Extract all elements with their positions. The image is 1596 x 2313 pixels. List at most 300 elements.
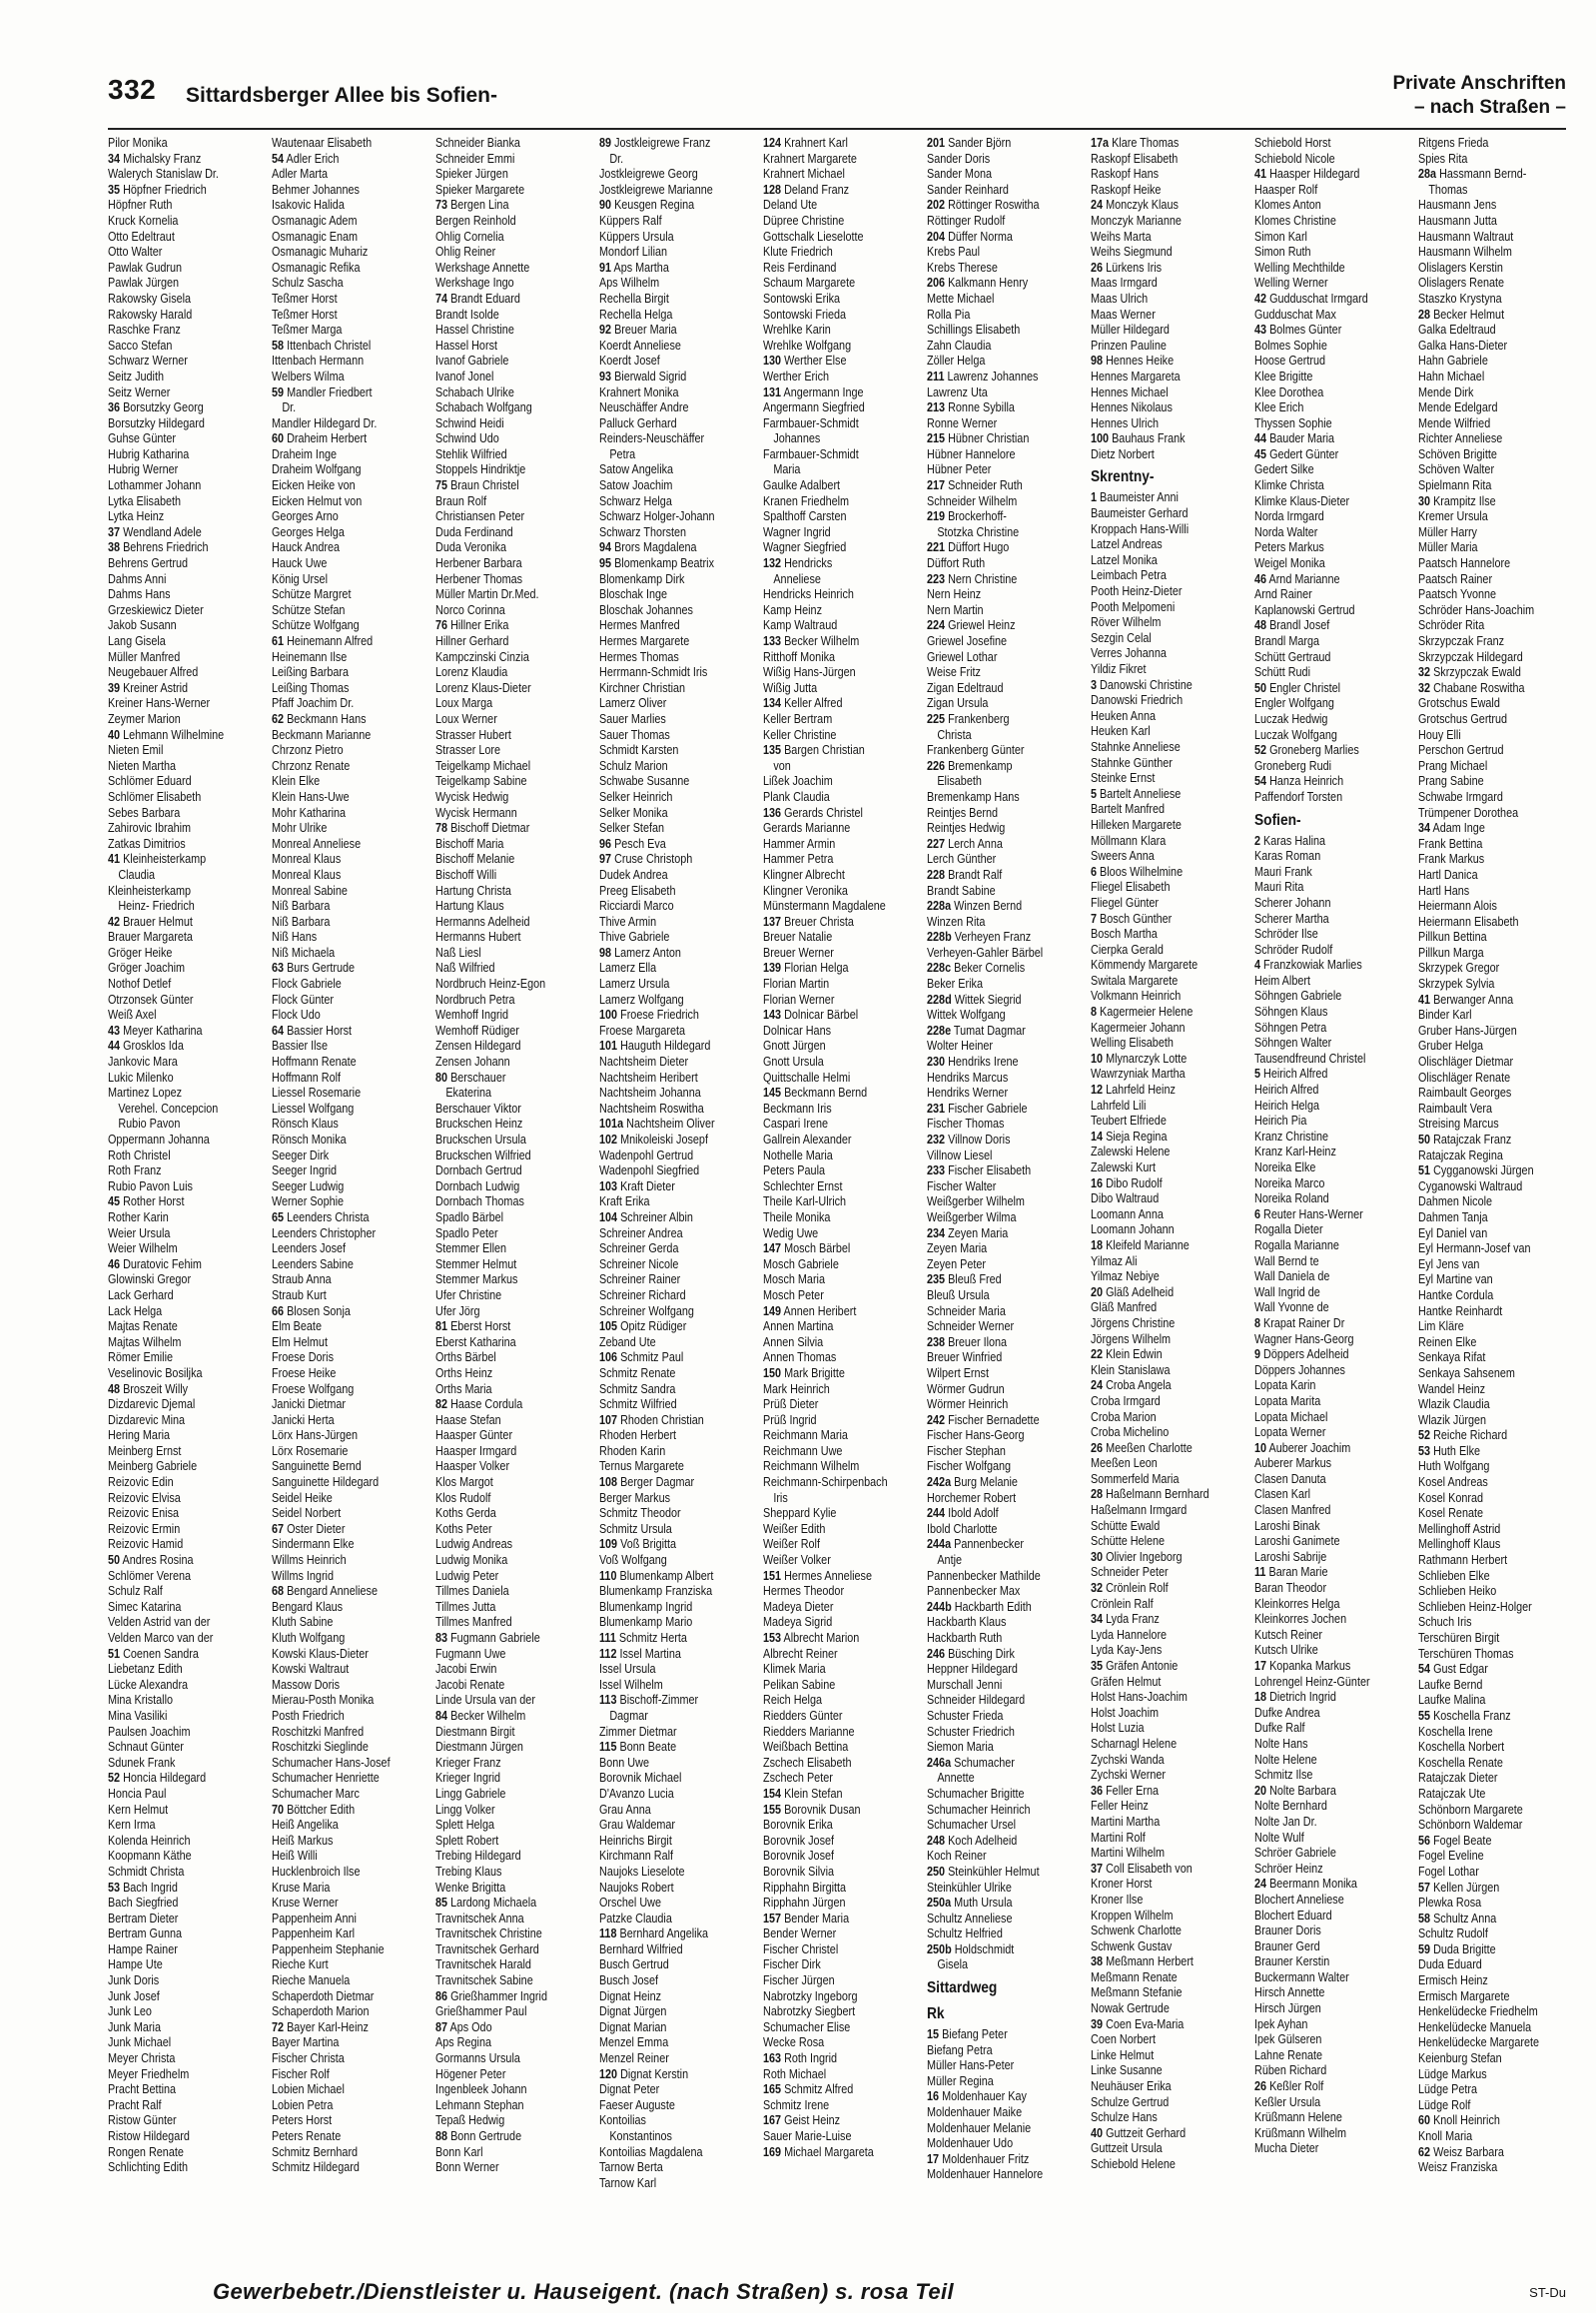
directory-entry: Rakowsky Gisela [108,291,192,306]
directory-entry: Dahmen Tanja [1418,1209,1488,1224]
directory-entry: 18 Kleifeld Marianne [1091,1237,1190,1252]
directory-entry: Lörx Hans-Jürgen [272,1428,359,1443]
directory-entry: Theile Karl-Ulrich [763,1194,847,1209]
directory-entry: Lingg Gabriele [435,1786,506,1801]
directory-entry: Kruse Maria [272,1880,331,1895]
directory-entry: Heiß Angelika [272,1818,339,1833]
directory-entry: Hahn Michael [1418,369,1485,384]
directory-entry: Nern Martin [927,602,984,617]
footer-note: Gewerbebetr./Dienstleister u. Hauseigent. (nach Straßen) s. rosa Teil [213,2279,954,2304]
directory-entry: Schmidt Karsten [599,743,679,758]
directory-entry: Annette [937,1771,975,1786]
directory-entry: 41 Kleinheisterkamp [108,852,207,867]
directory-entry: Paulsen Joachim [108,1724,191,1739]
directory-entry: Reintjes Hedwig [927,821,1006,836]
directory-entry: 38 Behrens Friedrich [108,540,209,555]
directory-entry: Rolla Pia [927,307,971,322]
directory-entry: Lopata Marita [1254,1393,1321,1408]
directory-entry: Gröger Joachim [108,961,186,976]
directory-entry: Kirchmann Ralf [599,1849,674,1864]
directory-entry: Breuer Werner [763,945,834,960]
directory-entry: Osmanagic Muhariz [272,245,369,260]
directory-entry: Schumacher Elise [763,2019,851,2034]
directory-entry: Nordbruch Heinz-Egon [435,977,546,992]
directory-entry: Sweers Anna [1091,849,1155,864]
directory-entry: Prinzen Pauline [1091,338,1167,353]
directory-entry: Faeser Auguste [599,2097,675,2112]
directory-entry: Pooth Heinz-Dieter [1091,584,1183,599]
directory-entry: Heinz- Friedrich [118,899,195,914]
directory-entry: 165 Schmitz Alfred [763,2082,854,2097]
directory-entry: Paatsch Hannelore [1418,556,1511,571]
directory-entry: Meßmann Renate [1091,1969,1178,1984]
directory-entry: 16 Dibo Rudolf [1091,1175,1163,1190]
directory-entry: Seitz Werner [108,385,171,399]
directory-entry: Ronne Werner [927,415,998,430]
directory-entry: Wrehlke Wolfgang [763,338,852,353]
directory-entry: Schütze Margret [272,587,352,602]
directory-entry: Hartl Danica [1418,867,1478,882]
directory-entry: Gnott Jürgen [763,1039,826,1054]
directory-entry: Wlazik Jürgen [1418,1412,1487,1427]
directory-entry: Kowski Klaus-Dieter [272,1646,369,1661]
directory-entry: Grießhammer Paul [435,2004,527,2019]
directory-entry: Loomann Johann [1091,1222,1175,1237]
directory-entry: Liessel Rosemarie [272,1086,362,1101]
directory-entry: Sauer Marie-Luise [763,2129,852,2143]
directory-entry: Aps Regina [435,2035,491,2050]
directory-entry: Gruber Hans-Jürgen [1418,1023,1517,1038]
directory-entry: Schlieben Elke [1418,1568,1490,1583]
directory-entry: Leimbach Petra [1091,568,1167,583]
directory-entry: Rathmann Herbert [1418,1553,1508,1568]
directory-entry: Schmidt Christa [108,1864,185,1879]
directory-entry: 43 Meyer Katharina [108,1023,203,1038]
directory-entry: Majtas Wilhelm [108,1334,182,1349]
directory-entry: Strasser Hubert [435,727,511,742]
directory-entry: Prang Michael [1418,758,1488,773]
directory-entry: 50 Ratajczak Franz [1418,1133,1512,1147]
directory-entry: Thive Armin [599,914,657,929]
directory-entry: 76 Hillner Erika [435,618,509,633]
directory-entry: Schütt Rudi [1254,665,1310,680]
directory-entry: Grau Anna [599,1802,651,1817]
directory-entry: Galka Hans-Dieter [1418,338,1508,353]
directory-entry: Schulze Hans [1091,2110,1158,2125]
directory-entry: Naujoks Robert [599,1880,674,1895]
directory-entry: Bruckschen Heinz [435,1117,523,1132]
directory-entry: Schütze Stefan [272,602,346,617]
directory-entry: 17 Kopanka Markus [1254,1659,1351,1673]
directory-entry: 151 Hermes Anneliese [763,1568,872,1583]
directory-entry: Haßelmann Irmgard [1091,1503,1188,1518]
directory-entry: Linde Ursula van der [435,1693,535,1708]
directory-entry: Terschüren Birgit [1418,1631,1500,1645]
directory-entry: Lamerz Ursula [599,977,670,992]
directory-entry: Orths Heinz [435,1365,493,1380]
directory-entry: 83 Fugmann Gabriele [435,1631,540,1645]
directory-entry: Hennes Michael [1091,385,1169,399]
directory-entry: Pracht Ralf [108,2097,162,2112]
directory-entry: Hoffmann Renate [272,1055,357,1070]
directory-entry: Janicki Dietmar [272,1397,347,1412]
directory-entry: Loux Werner [435,711,497,726]
directory-entry: 12 Lahrfeld Heinz [1091,1083,1176,1098]
directory-entry: Frankenberg Günter [927,743,1025,758]
directory-entry: Elm Helmut [272,1334,328,1349]
directory-entry: Kluth Sabine [272,1615,334,1630]
directory-entry: Teubert Elfriede [1091,1114,1167,1129]
directory-entry: Kremer Ursula [1418,509,1488,524]
directory-entry: 244 Ibold Adolf [927,1506,999,1521]
directory-entry: Niß Hans [272,930,318,945]
directory-entry: Breuer Winfried [927,1350,1003,1365]
directory-entry: Gläß Manfred [1091,1300,1158,1315]
directory-entry: Hermanns Adelheid [435,914,530,929]
directory-entry: 78 Bischoff Dietmar [435,821,530,836]
directory-entry: Peters Paula [763,1163,826,1178]
directory-entry: 6 Bloos Wilhelmine [1091,864,1184,879]
directory-entry: Lyda Kay-Jens [1091,1643,1163,1658]
directory-entry: Sander Mona [927,167,993,182]
directory-entry: Linke Helmut [1091,2047,1155,2062]
directory-entry: Gruber Helga [1418,1039,1484,1054]
directory-entry: 248 Koch Adelheid [927,1833,1018,1848]
directory-entry: Müller Hildegard [1091,323,1170,338]
directory-entry: Werkshage Annette [435,260,530,275]
directory-entry: Liebetanz Edith [108,1662,183,1677]
directory-entry: Sebes Barbara [108,805,181,820]
directory-entry: Siemon Maria [927,1740,994,1755]
directory-entry: Brandt Sabine [927,883,996,898]
directory-entry: Luczak Wolfgang [1254,727,1337,742]
directory-entry: Kruck Kornelia [108,213,179,228]
directory-entry: Latzel Monika [1091,552,1158,567]
directory-entry: Rogalla Dieter [1254,1222,1323,1237]
directory-entry: Koschella Norbert [1418,1740,1505,1755]
directory-entry: Rubio Pavon Luis [108,1178,193,1193]
directory-entry: Schwarz Thorsten [599,524,687,539]
directory-entry: Müller Regina [927,2073,994,2088]
directory-entry: Ternus Margarete [599,1459,684,1474]
directory-entry: Osmanagic Enam [272,229,359,244]
directory-entry: Schultz Helfried [927,1927,1003,1941]
directory-entry: 89 Jostkleigrewe Franz [599,136,711,150]
directory-entry: Velden Astrid van der [108,1615,211,1630]
page-header [108,72,1566,128]
directory-entry: 101 Hauguth Hildegard [599,1039,711,1054]
directory-entry: Angermann Siegfried [763,400,865,415]
directory-entry: 163 Roth Ingrid [763,2051,838,2066]
directory-entry: 75 Braun Christel [435,478,519,493]
directory-entry: Schulz Ralf [108,1584,163,1599]
directory-entry: Hennes Nikolaus [1091,400,1173,415]
directory-entry: Farmbauer-Schmidt [763,415,859,430]
directory-entry: 32 Skrzypczak Ewald [1418,665,1521,680]
directory-entry: Adler Marta [272,167,328,182]
directory-entry: Laufke Malina [1418,1693,1486,1708]
directory-entry: 45 Rother Horst [108,1194,185,1209]
directory-entry: 250a Muth Ursula [927,1896,1013,1911]
directory-entry: Klomes Christine [1254,213,1336,228]
directory-entry: Sindermann Elke [272,1537,355,1552]
directory-entry: Schuch Iris [1418,1615,1472,1630]
directory-entry: Schlömer Eduard [108,774,192,789]
directory-entry: Hammer Armin [763,836,836,851]
directory-entry: Skrzypczak Hildegard [1418,649,1523,664]
directory-entry: Mondorf Lilian [599,245,668,260]
directory-entry: Veselinovic Bosiljka [108,1365,203,1380]
directory-entry: 8 Krapat Rainer Dr [1254,1315,1345,1330]
directory-entry: 36 Feller Erna [1091,1783,1160,1798]
directory-entry: Schneider Wilhelm [927,493,1018,508]
directory-entry: Lücke Alexandra [108,1677,189,1692]
directory-entry: Trebing Hildegard [435,1849,521,1864]
directory-entry: Lobien Michael [272,2082,345,2097]
directory-entry: Rechella Helga [599,307,673,322]
directory-entry: 149 Annen Heribert [763,1303,857,1318]
directory-entry: Schwabe Irmgard [1418,789,1503,804]
directory-entry: Busch Josef [599,1973,659,1988]
directory-entry: Florian Werner [763,992,835,1007]
directory-entry: Sontowski Erika [763,291,841,306]
directory-entry: Wycisk Hedwig [435,789,509,804]
directory-entry: Patzke Claudia [599,1911,672,1926]
directory-entry: Krahnert Michael [763,167,845,182]
directory-entry: 50 Andres Rosina [108,1553,194,1568]
directory-entry: 224 Griewel Heinz [927,618,1016,633]
directory-entry: Seidel Heike [272,1490,333,1505]
directory-entry: Schiebold Horst [1254,136,1331,150]
directory-entry: Dignat Marian [599,2019,667,2034]
directory-entry: Henkelüdecke Margarete [1418,2035,1540,2050]
directory-entry: Keßler Ursula [1254,2094,1321,2109]
street-heading: Rk [927,2005,945,2023]
directory-entry: Schlieben Heiko [1418,1584,1497,1599]
directory-entry: Schönborn Waldemar [1418,1818,1523,1833]
directory-entry: Maas Irmgard [1091,276,1158,291]
directory-entry: Wittek Wolfgang [927,1008,1006,1023]
directory-entry: Loomann Anna [1091,1206,1164,1221]
directory-entry: Cyganowski Waltraud [1418,1178,1523,1193]
directory-entry: 87 Aps Odo [435,2019,492,2034]
directory-entry: Ufer Jörg [435,1303,480,1318]
directory-entry: Verheyen-Gahler Bärbel [927,945,1044,960]
directory-entry: Lang Gisela [108,634,166,648]
directory-entry: 9 Döppers Adelheid [1254,1347,1349,1362]
directory-entry: Ricciardi Marco [599,899,674,914]
directory-entry: 3 Danowski Christine [1091,677,1193,692]
directory-entry: Laroshi Sabrije [1254,1549,1327,1564]
directory-entry: Koschella Renate [1418,1755,1503,1770]
address-column [435,136,573,2268]
directory-entry: Maria [773,462,801,477]
directory-entry: Florian Martin [763,977,830,992]
directory-entry: Weiß Axel [108,1008,157,1023]
directory-entry: Moldenhauer Hannelore [927,2167,1044,2182]
directory-entry: Nabrotzky Siegbert [763,2004,856,2019]
directory-entry: Lamerz Ella [599,961,657,976]
directory-entry: Raschke Franz [108,323,181,338]
directory-entry: Verres Johanna [1091,646,1167,661]
directory-entry: Martinez Lopez [108,1086,183,1101]
directory-entry: 105 Opitz Rüdiger [599,1319,687,1334]
directory-entry: Haasper Volker [435,1459,510,1474]
directory-entry: Borsutzky Hildegard [108,415,205,430]
directory-entry: Chrzonz Renate [272,758,351,773]
directory-entry: Weißer Edith [763,1521,826,1536]
directory-entry: Rakowsky Harald [108,307,193,322]
directory-entry: 43 Bolmes Günter [1254,323,1342,338]
directory-entry: Kosel Renate [1418,1506,1484,1521]
directory-entry: Skrzypek Sylvia [1418,977,1495,992]
directory-entry: Ratajczak Regina [1418,1148,1503,1162]
directory-entry: 94 Brors Magdalena [599,540,697,555]
directory-entry: Klos Rudolf [435,1490,491,1505]
directory-entry: Stoppels Hindriktje [435,462,526,477]
directory-entry: Nachtsheim Johanna [599,1086,701,1101]
directory-entry: Mucha Dieter [1254,2141,1319,2156]
directory-entry: Dignat Jürgen [599,2004,667,2019]
directory-entry: Nolte Bernhard [1254,1799,1327,1814]
directory-entry: 34 Adam Inge [1418,821,1485,836]
directory-entry: Röver Wilhelm [1091,615,1162,630]
directory-entry: Schumacher Heinrich [927,1802,1031,1817]
directory-entry: Deland Ute [763,198,818,213]
directory-entry: Ratajczak Dieter [1418,1771,1498,1786]
directory-entry: Hering Maria [108,1428,171,1443]
directory-entry: Herrmann-Schmidt Iris [599,665,708,680]
directory-entry: Tausendfreund Christel [1254,1051,1366,1066]
directory-entry: Liessel Wolfgang [272,1101,355,1116]
directory-entry: Mina Vasiliki [108,1708,168,1723]
address-column [1091,136,1228,2268]
directory-entry: Welling Mechthilde [1254,260,1345,275]
directory-entry: Blochert Eduard [1254,1908,1332,1923]
directory-entry: Reintjes Bernd [927,805,999,820]
directory-entry: Naujoks Lieselote [599,1864,685,1879]
directory-entry: 22 Klein Edwin [1091,1347,1163,1362]
directory-entry: Gormanns Ursula [435,2051,520,2066]
directory-entry: Hackbarth Ruth [927,1631,1003,1645]
directory-entry: 63 Burs Gertrude [272,961,356,976]
directory-entry: Croba Michelino [1091,1425,1170,1440]
directory-entry: Selker Heinrich [599,789,673,804]
directory-entry: Moldenhauer Maike [927,2105,1023,2120]
directory-entry: Schlieben Heinz-Holger [1418,1599,1532,1614]
directory-entry: Antje [937,1553,963,1568]
directory-entry: Wlazik Claudia [1418,1397,1490,1412]
directory-entry: Wautenaar Elisabeth [272,136,373,150]
directory-entry: Kleinkorres Jochen [1254,1612,1347,1627]
directory-entry: Krüßmann Wilhelm [1254,2125,1347,2140]
directory-entry: Wandel Heinz [1418,1381,1486,1396]
directory-entry: Flock Gabriele [272,977,342,992]
directory-entry: Ludwig Monika [435,1553,508,1568]
directory-entry: Clasen Karl [1254,1487,1310,1502]
directory-entry: Hampe Ute [108,1957,163,1972]
directory-entry: Kern Helmut [108,1802,169,1817]
directory-entry: Nabrotzky Ingeborg [763,1988,858,2003]
directory-entry: Sezgin Celal [1091,630,1152,645]
directory-entry: 204 Düffer Norma [927,229,1013,244]
directory-entry: Houy Elli [1418,727,1461,742]
directory-entry: Otto Edeltraut [108,229,175,244]
directory-entry: Grotschus Gertrud [1418,711,1508,726]
directory-entry: Lytka Elisabeth [108,493,182,508]
directory-entry: Bayer Martina [272,2035,340,2050]
directory-entry: Röttinger Rudolf [927,213,1006,228]
directory-entry: Kirchner Christian [599,680,686,695]
directory-entry: Bonn Karl [435,2144,483,2159]
directory-entry: Eicken Helmut von [272,493,363,508]
directory-entry: Fliegel Elisabeth [1091,880,1171,895]
directory-entry: Schreiner Nicole [599,1256,679,1271]
directory-entry: Albrecht Reiner [763,1646,838,1661]
directory-entry: Rother Karin [108,1209,169,1224]
directory-entry: Bloschak Johannes [599,602,693,617]
directory-entry: 246 Büsching Dirk [927,1646,1015,1661]
directory-entry: Schlechter Ernst [763,1178,843,1193]
directory-entry: 135 Bargen Christian [763,743,865,758]
directory-entry: Klein Hans-Uwe [272,789,350,804]
directory-entry: Maas Werner [1091,307,1156,322]
directory-entry: 15 Biefang Peter [927,2027,1008,2042]
directory-entry: Leenders Christopher [272,1225,377,1240]
directory-entry: Schuster Friedrich [927,1724,1015,1739]
directory-entry: Peters Renate [272,2129,342,2143]
directory-entry: Dahms Anni [108,571,167,586]
directory-entry: Osmanagic Adem [272,213,358,228]
directory-entry: 11 Baran Marie [1254,1565,1328,1580]
directory-entry: 30 Olivier Ingeborg [1091,1549,1183,1564]
directory-entry: Laufke Bernd [1418,1677,1483,1692]
directory-entry: Mosch Peter [763,1287,824,1302]
directory-entry: Meinberg Ernst [108,1443,182,1458]
directory-entry: Heiß Markus [272,1833,334,1848]
directory-entry: 107 Rhoden Christian [599,1412,704,1427]
directory-entry: Schabach Wolfgang [435,400,532,415]
directory-entry: Raskopf Heike [1091,182,1162,197]
directory-entry: 17 Moldenhauer Fritz [927,2151,1030,2166]
directory-entry: Raimbault Georges [1418,1086,1512,1101]
directory-entry: Heiß Willi [272,1849,318,1864]
directory-entry: 228b Verheyen Franz [927,930,1032,945]
directory-entry: Chrzonz Pietro [272,743,344,758]
directory-entry: Issel Wilhelm [599,1677,663,1692]
directory-entry: Lamerz Wolfgang [599,992,684,1007]
directory-entry: Schaum Margarete [763,276,856,291]
directory-entry: Jacobi Erwin [435,1662,497,1677]
directory-entry: Mauri Rita [1254,880,1304,895]
directory-entry: Schröer Heinz [1254,1861,1323,1876]
directory-entry: Mohr Ulrike [272,821,328,836]
address-column [1418,136,1556,2268]
directory-entry: Guhse Günter [108,431,177,446]
directory-entry: Behmer Johannes [272,182,360,197]
directory-entry: 20 Gläß Adelheid [1091,1284,1175,1299]
directory-entry: Guttzeit Ursula [1091,2141,1163,2156]
directory-entry: Henkelüdecke Friedhelm [1418,2004,1538,2019]
directory-entry: Sander Reinhard [927,182,1009,197]
directory-entry: Volkmann Heinrich [1091,989,1182,1004]
directory-entry: Farmbauer-Schmidt [763,446,859,461]
directory-entry: Lamerz Oliver [599,696,667,711]
directory-entry: Moldenhauer Melanie [927,2120,1032,2135]
directory-entry: Travnitschek Sabine [435,1973,533,1988]
directory-entry: Massow Doris [272,1677,341,1692]
directory-entry: Tillmes Manfred [435,1615,512,1630]
